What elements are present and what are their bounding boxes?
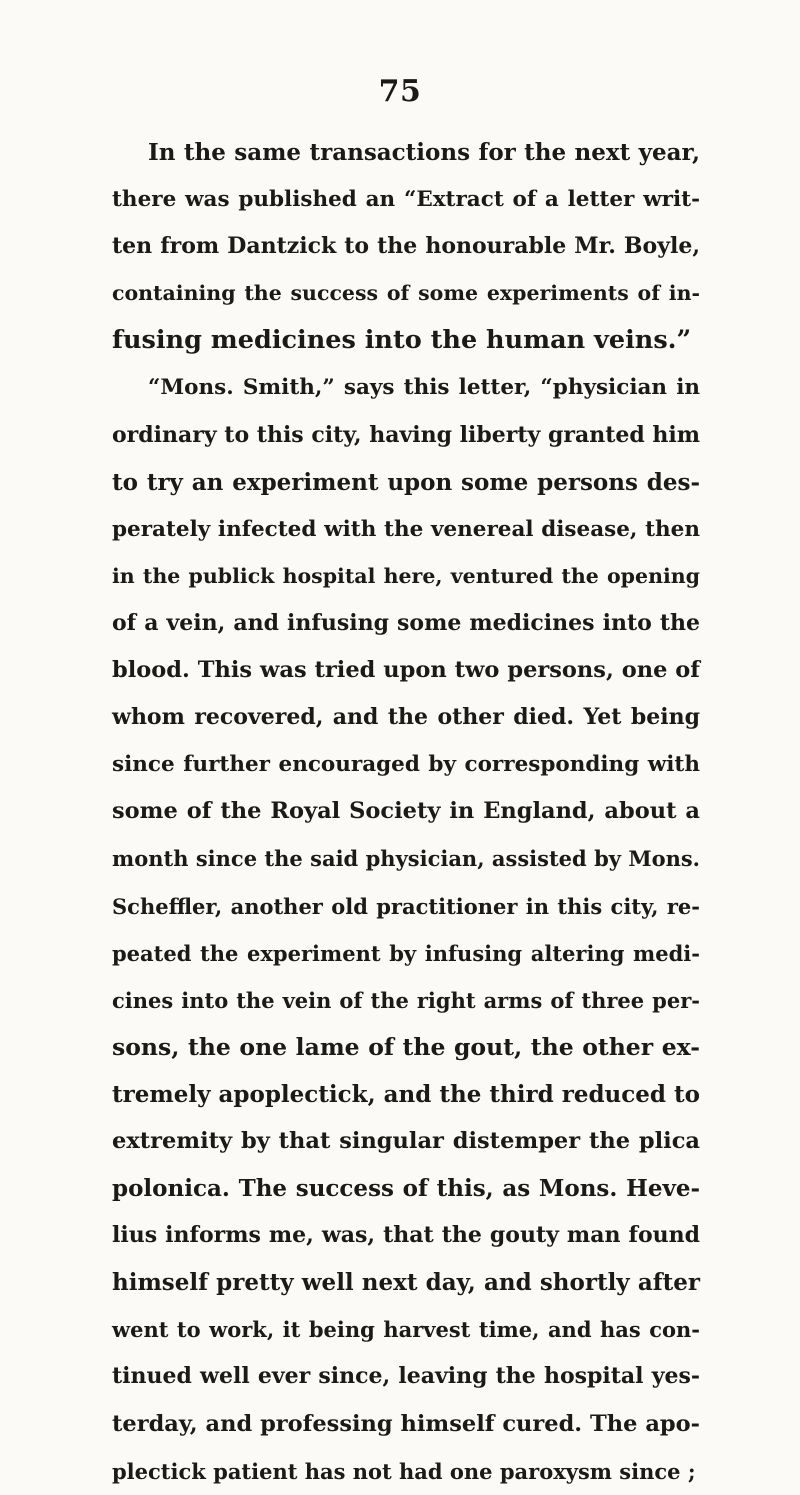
text-line: sons, the one lame of the gout, the other ex-: [112, 1032, 700, 1061]
text-line: month since the said physician, assisted by Mons.: [112, 846, 700, 872]
text-line: Scheffler, another old practitioner in this city, re-: [112, 893, 700, 919]
text-line: lius informs me, was, that the gouty man found: [112, 1222, 700, 1249]
text-line: of a vein, and infusing some medicines into the: [112, 609, 700, 636]
text-line: there was published an “Extract of a letter writ-: [112, 187, 700, 213]
text-line: peated the experiment by infusing altering medi-: [112, 940, 700, 966]
text-line: whom recovered, and the other died. Yet being: [112, 704, 700, 731]
text-line: cines into the vein of the right arms of three per-: [112, 987, 700, 1013]
text-line: went to work, it being harvest time, and has con-: [112, 1317, 700, 1343]
text-line: tinued well ever since, leaving the hospital yes-: [112, 1363, 700, 1390]
text-line: terday, and professing himself cured. The apo-: [112, 1410, 700, 1437]
text-line: in the publick hospital here, ventured the opening: [112, 563, 700, 588]
text-line: polonica. The success of this, as Mons. Heve-: [112, 1175, 700, 1203]
text-line: tremely apoplectick, and the third reduced to: [112, 1080, 700, 1108]
text-line: ordinary to this city, having liberty granted him: [112, 421, 701, 448]
text-line: fusing medicines into the human veins.”: [112, 325, 692, 356]
text-line: himself pretty well next day, and shortly after: [112, 1269, 700, 1297]
text-line: ten from Dantzick to the honourable Mr. Boyle,: [112, 233, 700, 260]
text-line: perately infected with the venereal disease, then: [112, 516, 700, 542]
body-text: [112, 129, 700, 1495]
text-line: blood. This was tried upon two persons, one of: [112, 657, 700, 684]
text-line: some of the Royal Society in England, about a: [112, 798, 700, 825]
text-line: plectick patient has not had one paroxysm since ;: [112, 1458, 696, 1484]
text-line: containing the success of some experiments of in-: [112, 281, 700, 306]
text-line: “Mons. Smith,” says this letter, “physician in: [148, 375, 700, 401]
page-number: 75: [378, 74, 422, 109]
text-line: to try an experiment upon some persons des-: [112, 468, 700, 496]
text-line: In the same transactions for the next year,: [148, 139, 700, 166]
text-line: since further encouraged by corresponding with: [112, 752, 700, 778]
text-line: extremity by that singular distemper the plica: [112, 1127, 700, 1154]
